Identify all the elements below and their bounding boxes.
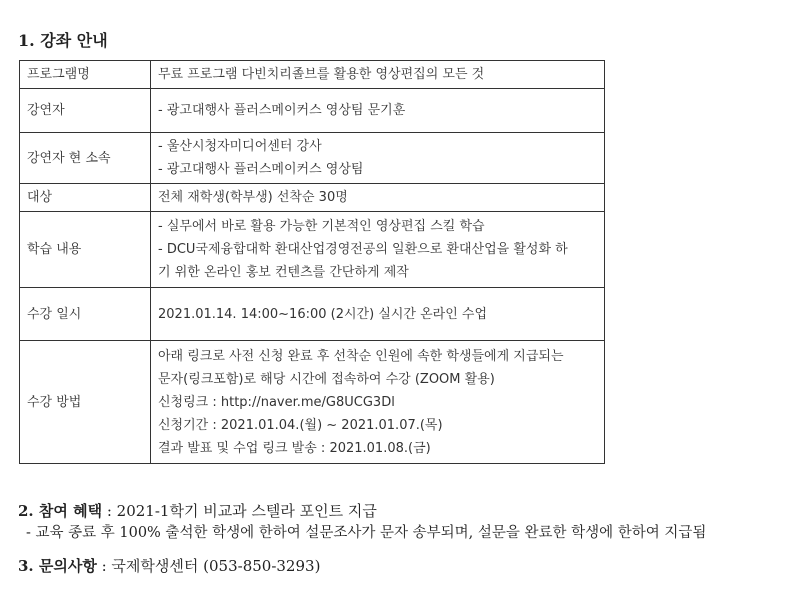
value-line: 2021.01.14. 14:00~16:00 (2시간) 실시간 온라인 수업: [158, 306, 488, 322]
row-label: 강연자 현 소속: [20, 133, 151, 184]
value-line: - 광고대행사 플러스메이커스 영상팀 문기훈: [158, 103, 406, 118]
table-row-method: [20, 341, 605, 464]
section-3-title: 3. 문의사항: [18, 557, 97, 575]
section-1-heading: 1. 강좌 안내: [18, 31, 108, 50]
table-row-lecturer: [20, 89, 605, 133]
signup-link[interactable]: 신청링크 : http://naver.me/G8UCG3Dl: [158, 394, 395, 410]
value-line: 무료 프로그램 다빈치리졸브를 활용한 영상편집의 모든 것: [158, 67, 485, 82]
value-line: 아래 링크로 사전 신청 완료 후 선착순 인원에 속한 학생들에게 지급되는: [158, 348, 564, 364]
row-value: [151, 184, 605, 212]
row-value: [151, 288, 605, 341]
value-line: - 실무에서 바로 활용 가능한 기본적인 영상편집 스킬 학습: [158, 219, 485, 234]
value-line: 전체 재학생(학부생) 선착순 30명: [158, 190, 348, 205]
table-row-affiliation: [20, 133, 605, 184]
value-line: 신청기간 : 2021.01.04.(월) ~ 2021.01.07.(목): [158, 417, 443, 433]
course-info-table: [19, 60, 605, 464]
table-row-program: [20, 61, 605, 89]
row-label: 대상: [20, 184, 151, 212]
row-label: 수강 방법: [20, 341, 151, 464]
row-value: [151, 61, 605, 89]
value-line: 결과 발표 및 수업 링크 발송 : 2021.01.08.(금): [158, 440, 431, 456]
section-2-benefit: [18, 500, 377, 521]
section-3-contact: [18, 555, 320, 576]
row-label: 학습 내용: [20, 212, 151, 288]
row-label: 강연자: [20, 89, 151, 133]
section-3-text: : 국제학생센터 (053-850-3293): [96, 557, 321, 575]
table-row-target: [20, 184, 605, 212]
value-line: - 울산시청자미디어센터 강사: [158, 139, 322, 154]
value-line: 문자(링크포함)로 해당 시간에 접속하여 수강 (ZOOM 활용): [158, 371, 495, 387]
table-row-schedule: [20, 288, 605, 341]
section-2-note: - 교육 종료 후 100% 출석한 학생에 한하여 설문조사가 문자 송부되며, 설문을 완료한 학생에 한하여 지급됨: [26, 525, 707, 541]
row-value: [151, 341, 605, 464]
section-2-text: : 2021-1학기 비교과 스텔라 포인트 지급: [102, 502, 377, 520]
row-value: [151, 212, 605, 288]
value-line: - 광고대행사 플러스메이커스 영상팀: [158, 162, 364, 177]
table-row-content: [20, 212, 605, 288]
row-label: 프로그램명: [20, 61, 151, 89]
row-label: 수강 일시: [20, 288, 151, 341]
value-line: - DCU국제융합대학 환대산업경영전공의 일환으로 환대산업을 활성화 하: [158, 242, 568, 257]
row-value: [151, 89, 605, 133]
value-line: 기 위한 온라인 홍보 컨텐츠를 간단하게 제작: [158, 265, 409, 280]
row-value: [151, 133, 605, 184]
section-2-title: 2. 참여 혜택: [18, 502, 103, 520]
